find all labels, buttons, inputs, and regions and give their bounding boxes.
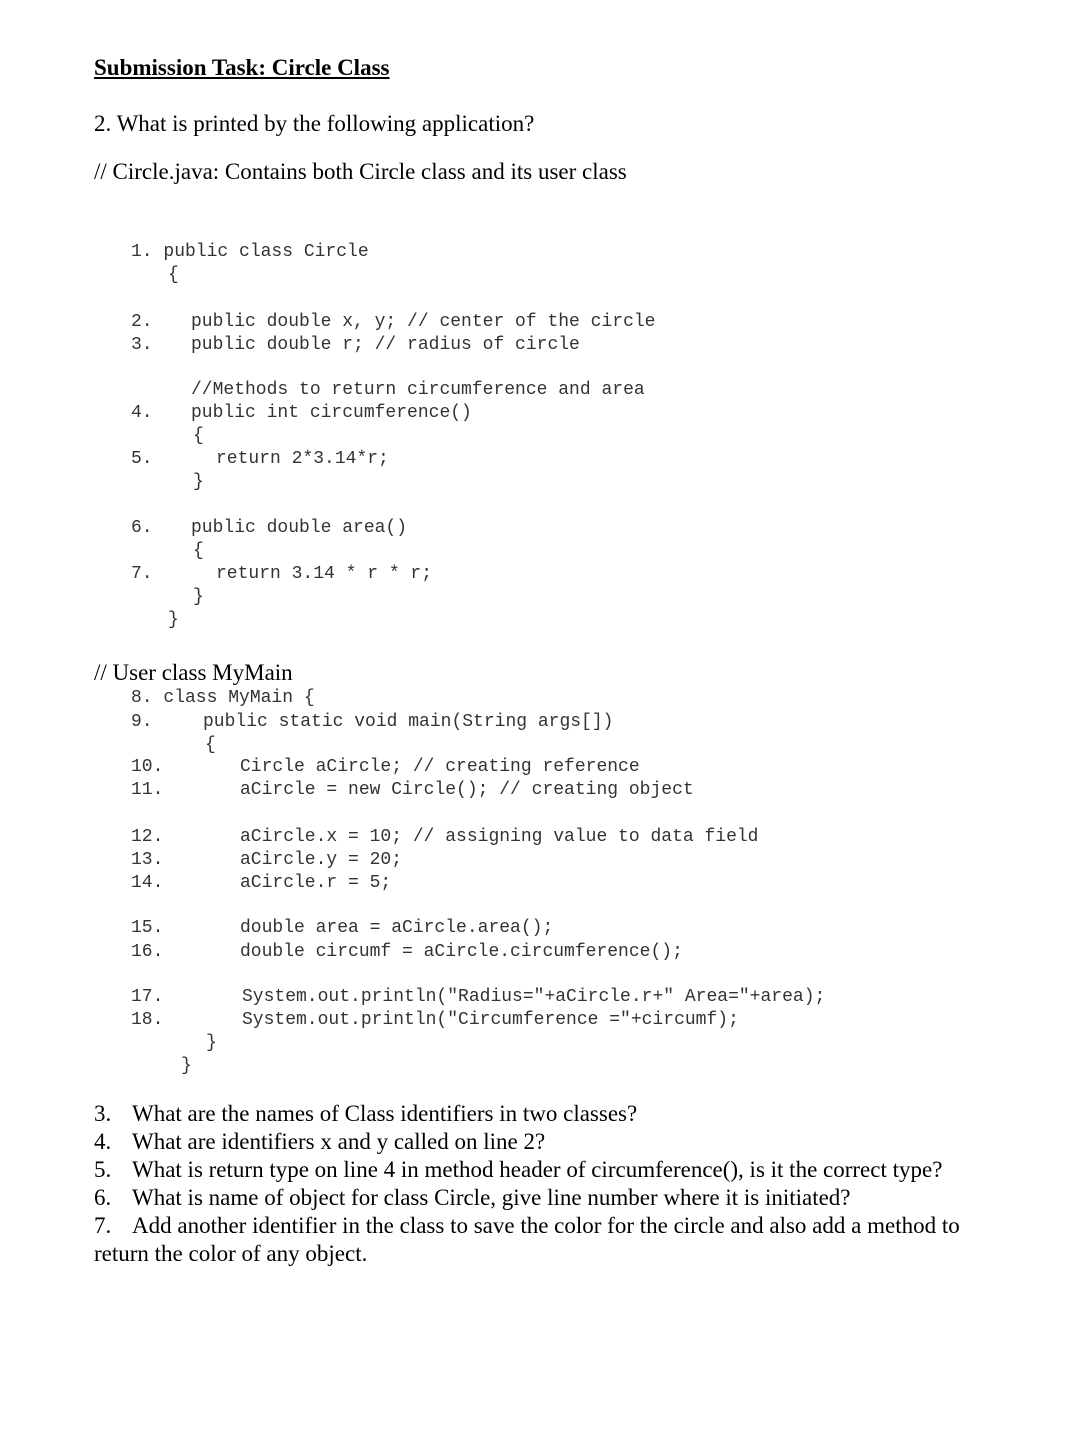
line-number: 14. bbox=[131, 873, 164, 893]
question-number: 4. bbox=[94, 1129, 112, 1154]
user-class-comment: // User class MyMain bbox=[94, 660, 293, 685]
question-2: 2. What is printed by the following application? bbox=[94, 111, 535, 136]
question-4 bbox=[94, 1128, 545, 1156]
line-number: 6. bbox=[131, 518, 153, 538]
question-number: 7. bbox=[94, 1213, 112, 1238]
code-brace: } bbox=[206, 1033, 217, 1053]
question-text: What are the names of Class identifiers in two classes? bbox=[132, 1101, 638, 1126]
question-6 bbox=[94, 1184, 851, 1212]
code-brace: } bbox=[193, 472, 204, 492]
code-brace: { bbox=[168, 265, 179, 285]
line-number: 10. bbox=[131, 757, 164, 777]
code-line-15: double area = aCircle.area(); bbox=[240, 918, 554, 938]
question-7-continued: return the color of any object. bbox=[94, 1241, 368, 1266]
line-number: 3. bbox=[131, 335, 153, 355]
question-text: What is name of object for class Circle, give line number where it is initiated? bbox=[132, 1185, 851, 1210]
code-line-4: public int circumference() bbox=[191, 403, 472, 423]
code-line-8: 8. class MyMain { bbox=[131, 688, 315, 708]
line-number: 12. bbox=[131, 827, 164, 847]
code-line-11: aCircle = new Circle(); // creating object bbox=[240, 780, 694, 800]
code-brace: } bbox=[181, 1056, 192, 1076]
code-line-7: return 3.14 * r * r; bbox=[216, 564, 433, 584]
file-comment: // Circle.java: Contains both Circle class and its user class bbox=[94, 159, 627, 184]
code-brace: { bbox=[205, 735, 216, 755]
line-number: 9. bbox=[131, 712, 153, 732]
code-line-12: aCircle.x = 10; // assigning value to data field bbox=[240, 827, 759, 847]
line-number: 11. bbox=[131, 780, 164, 800]
page-title: Submission Task: Circle Class bbox=[94, 55, 390, 80]
code-line-9: public static void main(String args[]) bbox=[203, 712, 614, 732]
line-number: 16. bbox=[131, 942, 164, 962]
question-text: What are identifiers x and y called on line 2? bbox=[132, 1129, 546, 1154]
question-7 bbox=[94, 1212, 960, 1240]
code-line-1: 1. public class Circle bbox=[131, 242, 369, 262]
question-number: 6. bbox=[94, 1185, 112, 1210]
code-brace: } bbox=[193, 587, 204, 607]
code-line-10: Circle aCircle; // creating reference bbox=[240, 757, 640, 777]
code-brace: } bbox=[168, 610, 179, 630]
code-line-17: System.out.println("Radius="+aCircle.r+" Area="+area); bbox=[242, 987, 826, 1007]
line-number: 4. bbox=[131, 403, 153, 423]
question-number: 3. bbox=[94, 1101, 112, 1126]
line-number: 2. bbox=[131, 312, 153, 332]
code-line-13: aCircle.y = 20; bbox=[240, 850, 403, 870]
code-line-3: public double r; // radius of circle bbox=[191, 335, 580, 355]
code-line-6: public double area() bbox=[191, 518, 408, 538]
code-comment: //Methods to return circumference and area bbox=[191, 380, 645, 400]
code-line-14: aCircle.r = 5; bbox=[240, 873, 392, 893]
line-number: 13. bbox=[131, 850, 164, 870]
question-text: Add another identifier in the class to save the color for the circle and also add a method to bbox=[132, 1213, 960, 1238]
code-line-5: return 2*3.14*r; bbox=[216, 449, 389, 469]
line-number: 15. bbox=[131, 918, 164, 938]
code-brace: { bbox=[193, 426, 204, 446]
question-text: What is return type on line 4 in method header of circumference(), is it the correct type? bbox=[132, 1157, 943, 1182]
line-number: 18. bbox=[131, 1010, 164, 1030]
code-line-16: double circumf = aCircle.circumference(); bbox=[240, 942, 683, 962]
line-number: 7. bbox=[131, 564, 153, 584]
question-3 bbox=[94, 1100, 637, 1128]
line-number: 17. bbox=[131, 987, 164, 1007]
code-line-18: System.out.println("Circumference ="+circumf); bbox=[242, 1010, 739, 1030]
question-number: 5. bbox=[94, 1157, 112, 1182]
question-5 bbox=[94, 1156, 942, 1184]
line-number: 5. bbox=[131, 449, 153, 469]
code-brace: { bbox=[193, 541, 204, 561]
code-line-2: public double x, y; // center of the circle bbox=[191, 312, 656, 332]
